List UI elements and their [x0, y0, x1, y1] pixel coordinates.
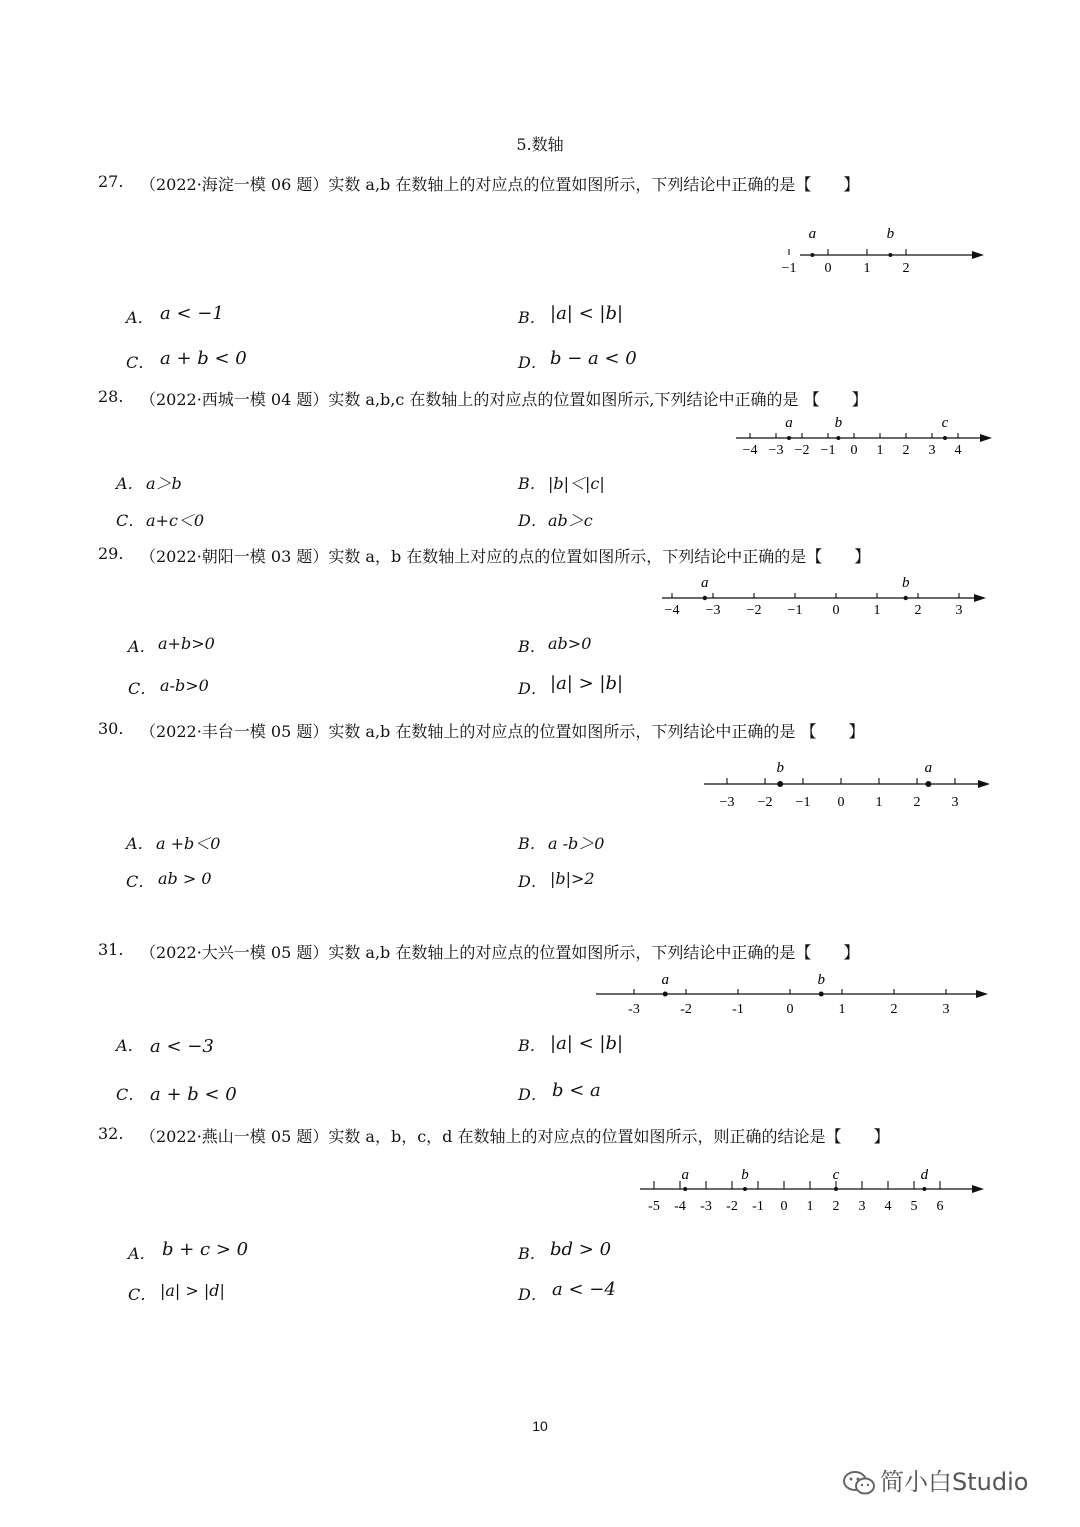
tick-label: -1 [732, 1002, 744, 1017]
point-c [943, 436, 947, 440]
watermark [842, 1462, 1028, 1497]
option-b-text: |b|＜|c| [548, 474, 605, 493]
tick-label: 1 [838, 1002, 846, 1017]
question-text: （2022·海淀一模 06 题）实数 a,b 在数轴上的对应点的位置如图所示，下列结论中正确的是【 】 [140, 175, 860, 194]
option-b-letter: B． [518, 308, 546, 327]
option-c-text: a-b>0 [160, 676, 209, 695]
point-label-c: c [832, 1167, 840, 1183]
tick-label: 0 [824, 261, 832, 276]
number-line [732, 416, 994, 464]
option-b-text: |a| < |b| [550, 303, 624, 324]
tick-label: −3 [768, 443, 784, 458]
tick-label: −2 [794, 443, 810, 458]
option-d-letter: D． [518, 1085, 547, 1104]
point-c [834, 1187, 838, 1191]
tick-label: 0 [780, 1199, 788, 1214]
option-b-text: ab>0 [548, 634, 592, 653]
option-b-letter: B． [518, 834, 546, 853]
page-number: 10 [532, 1418, 548, 1434]
tick-label: 2 [902, 443, 910, 458]
tick-label: 1 [863, 261, 871, 276]
tick-label: −1 [795, 795, 811, 810]
tick-label: -1 [752, 1199, 764, 1214]
option-d-letter: D． [518, 872, 547, 891]
watermark-text: 简小白Studio [880, 1468, 1029, 1496]
tick-label: 2 [913, 795, 921, 810]
question-text: （2022·大兴一模 05 题）实数 a,b 在数轴上的对应点的位置如图所示，下列结论中正确的是【 】 [140, 943, 860, 962]
option-c-letter: C． [126, 353, 155, 372]
question-number: 27. [98, 172, 124, 191]
tick-label: 1 [876, 443, 884, 458]
question-number: 29. [98, 544, 124, 563]
axis-arrow [972, 251, 984, 259]
option-d-text: b − a < 0 [550, 348, 637, 369]
point-a [925, 781, 931, 787]
option-b-text: |a| < |b| [550, 1033, 624, 1054]
point-a [810, 253, 814, 257]
point-label-d: d [920, 1167, 929, 1183]
tick-label: −4 [742, 443, 758, 458]
tick-label: −2 [757, 795, 773, 810]
option-d-text: ab＞c [548, 511, 593, 530]
point-label-a: a [681, 1167, 689, 1183]
option-c-text: ab > 0 [158, 869, 212, 888]
tick-label: 3 [928, 443, 936, 458]
question-number: 31. [98, 940, 124, 959]
tick-label: 2 [832, 1199, 840, 1214]
question-text: （2022·西城一模 04 题）实数 a,b,c 在数轴上的对应点的位置如图所示,下列结论中正确的是 【 】 [140, 390, 868, 409]
tick-label: 1 [873, 603, 881, 618]
tick-label: 6 [936, 1199, 944, 1214]
point-b [836, 436, 840, 440]
tick-label: 4 [954, 443, 962, 458]
tick-label: −1 [781, 261, 797, 276]
tick-label: −1 [820, 443, 836, 458]
point-label-a: a [785, 415, 793, 431]
number-line [636, 1166, 986, 1216]
option-d-letter: D． [518, 1285, 547, 1304]
point-b [888, 253, 892, 257]
point-a [663, 992, 668, 997]
option-c-letter: C． [116, 511, 145, 530]
point-b [777, 781, 783, 787]
number-line [781, 220, 986, 280]
point-label-b: b [776, 760, 784, 776]
tick-label: 0 [832, 603, 840, 618]
tick-label: −4 [664, 603, 680, 618]
option-c-letter: C． [128, 1285, 157, 1304]
option-a-text: a < −1 [160, 303, 224, 324]
question-number: 30. [98, 719, 124, 738]
tick-label: 0 [786, 1002, 794, 1017]
tick-label: 2 [902, 261, 910, 276]
point-label-b: b [817, 972, 825, 988]
axis-arrow [980, 434, 992, 442]
option-a-letter: A． [128, 637, 156, 656]
tick-label: -3 [700, 1199, 712, 1214]
axis-arrow [972, 1185, 984, 1193]
option-d-letter: D． [518, 679, 547, 698]
option-c-text: a + b < 0 [160, 348, 247, 369]
option-c-letter: C． [116, 1085, 145, 1104]
option-b-letter: B． [518, 1036, 546, 1055]
option-c-text: |a| > |d| [160, 1281, 225, 1300]
point-label-a: a [924, 760, 933, 776]
tick-label: -2 [680, 1002, 692, 1017]
tick-label: 1 [875, 795, 883, 810]
tick-label: −3 [705, 603, 721, 618]
tick-label: 0 [850, 443, 858, 458]
option-c-letter: C． [128, 679, 157, 698]
option-b-letter: B． [518, 1244, 546, 1263]
question-number: 32. [98, 1124, 124, 1143]
axis-arrow [974, 594, 986, 602]
option-b-text: bd > 0 [550, 1239, 612, 1260]
tick-label: -4 [674, 1199, 686, 1214]
option-d-text: |a| > |b| [550, 673, 624, 694]
tick-label: −1 [787, 603, 803, 618]
option-a-text: a＞b [146, 474, 182, 493]
axis-arrow [978, 780, 990, 788]
option-b-letter: B． [518, 637, 546, 656]
option-a-text: a+b>0 [158, 634, 215, 653]
option-d-letter: D． [518, 353, 547, 372]
tick-label: 1 [806, 1199, 814, 1214]
axis-arrow [976, 990, 988, 998]
point-a [787, 436, 791, 440]
tick-label: 3 [951, 795, 959, 810]
point-b [819, 992, 824, 997]
point-label-b: b [901, 575, 910, 591]
tick-label: -5 [648, 1199, 660, 1214]
option-c-text: a+c＜0 [146, 511, 205, 530]
number-line [658, 576, 988, 624]
tick-label: -2 [726, 1199, 738, 1214]
tick-label: −2 [746, 603, 762, 618]
option-a-letter: A． [116, 474, 144, 493]
option-b-letter: B． [518, 474, 546, 493]
question-number: 28. [98, 387, 124, 406]
point-label-c: c [941, 415, 949, 431]
tick-label: 0 [837, 795, 845, 810]
option-a-letter: A． [126, 834, 154, 853]
point-label-b: b [886, 226, 895, 242]
tick-label: -3 [628, 1002, 640, 1017]
option-a-letter: A． [116, 1036, 144, 1055]
tick-label: −3 [719, 795, 735, 810]
section-title: 5.数轴 [516, 135, 564, 154]
point-label-a: a [808, 226, 817, 242]
question-text: （2022·朝阳一模 03 题）实数 a，b 在数轴上对应的点的位置如图所示，下列结论中正确的是【 】 [140, 547, 871, 566]
number-line [700, 758, 992, 814]
wechat-icon [842, 1470, 876, 1496]
option-c-letter: C． [126, 872, 155, 891]
point-d [922, 1187, 926, 1191]
option-b-text: a -b＞0 [548, 834, 605, 853]
tick-label: 3 [858, 1199, 866, 1214]
point-label-a: a [661, 972, 669, 988]
option-a-text: a +b＜0 [156, 834, 221, 853]
point-label-b: b [834, 415, 843, 431]
tick-label: 3 [955, 603, 963, 618]
point-label-a: a [701, 575, 709, 591]
tick-label: 3 [942, 1002, 950, 1017]
question-text: （2022·丰台一模 05 题）实数 a,b 在数轴上的对应点的位置如图所示，下列结论中正确的是 【 】 [140, 722, 865, 741]
tick-label: 2 [890, 1002, 898, 1017]
number-line [592, 972, 990, 1020]
option-a-text: b + c > 0 [162, 1239, 249, 1260]
option-c-text: a + b < 0 [150, 1084, 237, 1105]
option-a-letter: A． [126, 308, 154, 327]
option-d-text: a < −4 [552, 1279, 616, 1300]
point-a [683, 1187, 687, 1191]
tick-label: 4 [884, 1199, 892, 1214]
point-a [703, 596, 707, 600]
point-b [743, 1187, 747, 1191]
point-b [904, 596, 908, 600]
tick-label: 2 [914, 603, 922, 618]
question-text: （2022·燕山一模 05 题）实数 a，b，c，d 在数轴上的对应点的位置如图所示，则正确的结论是【 】 [140, 1127, 890, 1146]
option-d-text: |b|>2 [550, 869, 595, 888]
option-d-text: b < a [552, 1080, 601, 1101]
option-a-letter: A． [128, 1244, 156, 1263]
option-d-letter: D． [518, 511, 547, 530]
option-a-text: a < −3 [150, 1036, 214, 1057]
point-label-b: b [741, 1167, 749, 1183]
tick-label: 5 [910, 1199, 918, 1214]
